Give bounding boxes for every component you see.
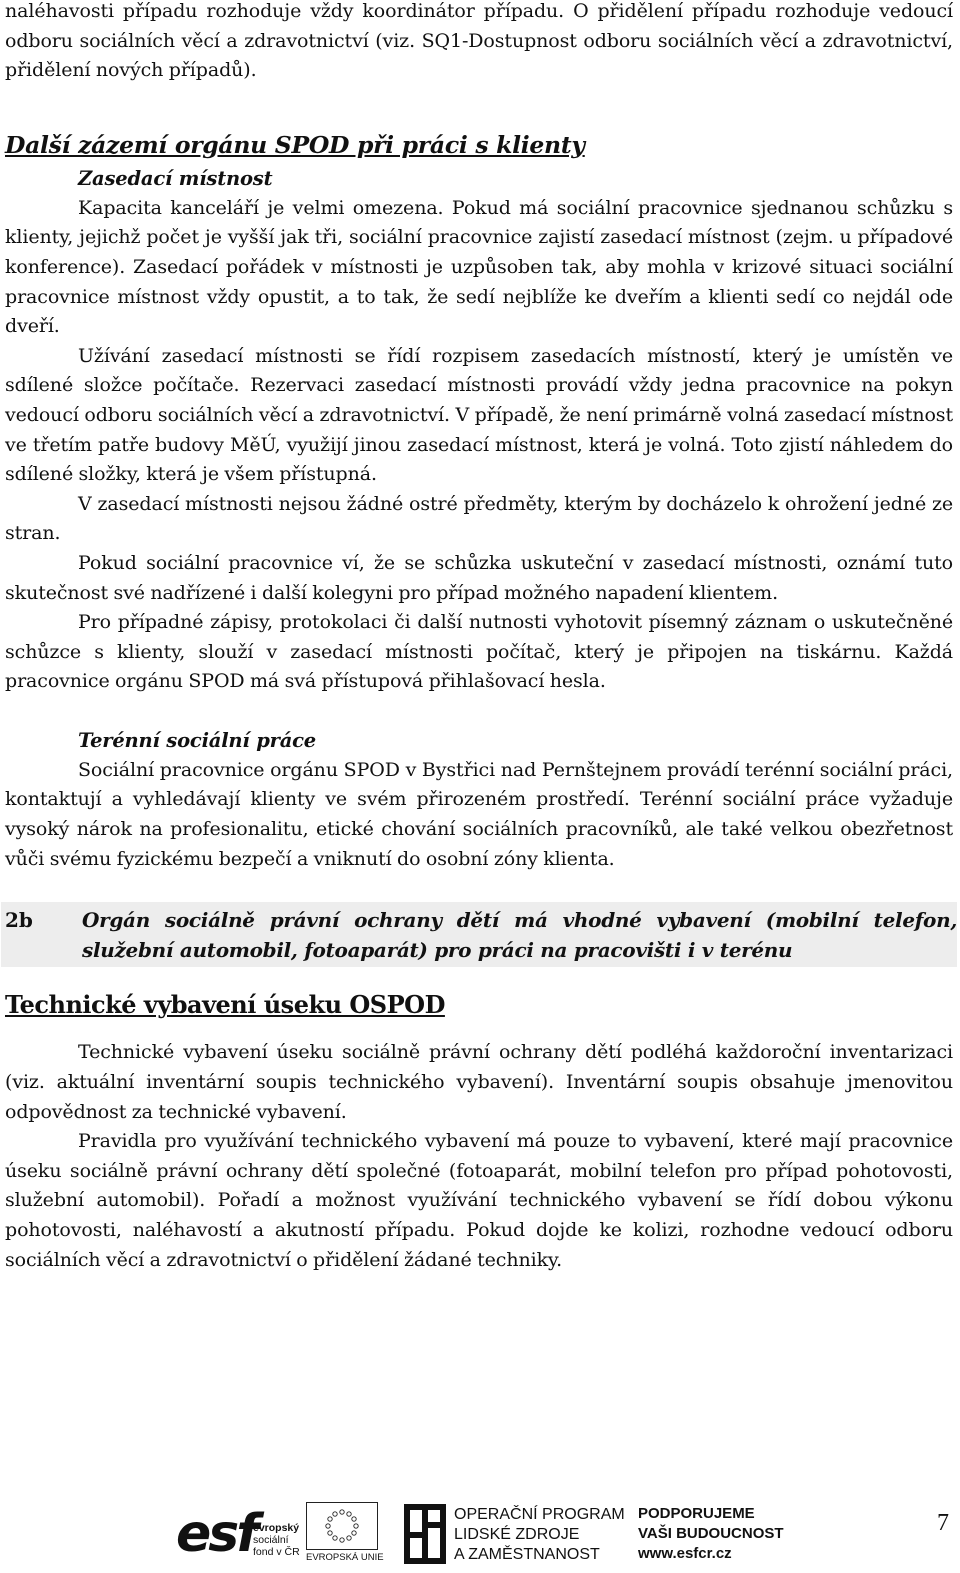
op-lzz-logo <box>404 1502 625 1566</box>
esf-line-3: fond v ČR <box>253 1546 300 1558</box>
support-line-2: VAŠI BUDOUCNOST <box>638 1525 784 1542</box>
esf-logo <box>176 1502 300 1566</box>
esf-text <box>253 1522 300 1558</box>
subheading-terenni-prace: Terénní sociální práce <box>78 728 317 752</box>
section-heading-zazemi: Další zázemí orgánu SPOD při práci s klienty <box>5 130 585 159</box>
op-text <box>454 1505 625 1565</box>
paragraph-technicke-2: Pravidla pro využívání technického vybavení má pouze to vybavení, které mají pracovnice úseku sociálně právní ochrany dětí společné (fotoaparát, mobilní telefon pro případ pohotovosti, služební automobil). Pořadí a možnost využívání technického vybavení se řídí dobou výkonu pohotovosti, naléhavostí a akutností případu. Pokud dojde ke kolizi, rozhodne vedoucí odboru sociálních věcí a zdravotnictví o přidělení žádané techniky. <box>5 1130 953 1271</box>
esf-line-1: evropský <box>253 1522 300 1534</box>
paragraph-zazemi-3: V zasedací místnosti nejsou žádné ostré předměty, kterým by docházelo k ohrožení jedné ze stran. <box>5 492 953 545</box>
footer-logos <box>176 1500 956 1568</box>
esf-mark: esf <box>176 1504 256 1564</box>
support-slogan <box>638 1504 784 1564</box>
op-line-2: LIDSKÉ ZDROJE <box>454 1526 580 1543</box>
paragraph-zazemi-2: Užívání zasedací místnosti se řídí rozpisem zasedacích místností, který je umístěn ve sdílené složce počítače. Rezervaci zasedací místnosti provádí vždy jedna pracovnice na pokyn vedoucí odboru sociálních věcí a zdravotnictví. V případě, že není primárně volná zasedací místnost ve třetím patře budovy MěÚ, využijí jinou zasedací místnost, která je volná. Toto zjistí náhledem do sdílené složky, která je všem přístupná. <box>5 344 953 486</box>
paragraph-zazemi-5: Pro případné zápisy, protokolaci či další nutnosti vyhotovit písemný záznam o uskutečněné schůzce s klienty, slouží v zasedací místnosti počítač, který je připojen na tiskárnu. Každá pracovnice orgánu SPOD má svá přístupová přihlašovací hesla. <box>5 611 953 693</box>
esf-line-2: sociální <box>253 1534 289 1546</box>
op-emblem-icon <box>404 1504 446 1564</box>
document-content <box>5 0 957 1275</box>
support-line-1: PODPORUJEME <box>638 1505 755 1522</box>
op-line-1: OPERAČNÍ PROGRAM <box>454 1506 625 1523</box>
eu-label: EVROPSKÁ UNIE <box>306 1552 384 1563</box>
op-line-3: A ZAMĚSTNANOST <box>454 1546 600 1563</box>
standard-2b-band <box>1 902 957 967</box>
intro-paragraph: naléhavosti případu rozhoduje vždy koordinátor případu. O přidělení případu rozhoduje vedoucí odboru sociálních věcí a zdravotnictví (viz. SQ1-Dostupnost odboru sociálních věcí a zdravotnictví, přidělení nových případů). <box>5 0 953 82</box>
subheading-zasedaci-mistnost: Zasedací místnost <box>78 166 273 190</box>
paragraph-zazemi-4: Pokud sociální pracovnice ví, že se schůzka uskuteční v zasedací místnosti, oznámí tuto skutečnost své nadřízené i další kolegyni pro případ možného napadení klientem. <box>5 551 953 604</box>
eu-logo <box>306 1502 382 1566</box>
standard-code: 2b <box>5 908 33 933</box>
page-number: 7 <box>937 1510 949 1536</box>
paragraph-zazemi-1: Kapacita kanceláří je velmi omezena. Pokud má sociální pracovnice sjednanou schůzku s klienty, jejichž počet je vyšší jak tři, sociální pracovnice zajistí zasedací místnost (zejm. u případové konference). Zasedací pořádek v místnosti je uzpůsoben tak, aby mohla v krizové situaci sociální pracovnice místnost vždy opustit, a to tak, že sedí nejblíže ke dveřím a klienti sedí co nejdál ode dveří. <box>5 196 953 338</box>
eu-stars-icon <box>306 1502 378 1550</box>
section-heading-technicke: Technické vybavení úseku OSPOD <box>5 990 445 1020</box>
support-line-3: www.esfcr.cz <box>638 1545 732 1562</box>
paragraph-technicke-1: Technické vybavení úseku sociálně právní ochrany dětí podléhá každoroční inventarizaci (viz. aktuální inventární soupis technického vybavení). Inventární soupis obsahuje jmenovitou odpovědnost za technické vybavení. <box>5 1041 953 1123</box>
paragraph-terenni: Sociální pracovnice orgánu SPOD v Bystřici nad Pernštejnem provádí terénní sociální práci, kontaktují a vyhledávají klienty ve svém přirozeném prostředí. Terénní sociální práce vyžaduje vysoký nárok na profesionalitu, etické chování sociálních pracovníků, ale také velkou obezřetnost vůči svému fyzickému bezpečí a vniknutí do osobní zóny klienta. <box>5 758 953 870</box>
standard-title: Orgán sociálně právní ochrany dětí má vhodné vybavení (mobilní telefon, služební automobil, fotoaparát) pro práci na pracovišti i v terénu <box>82 908 957 962</box>
